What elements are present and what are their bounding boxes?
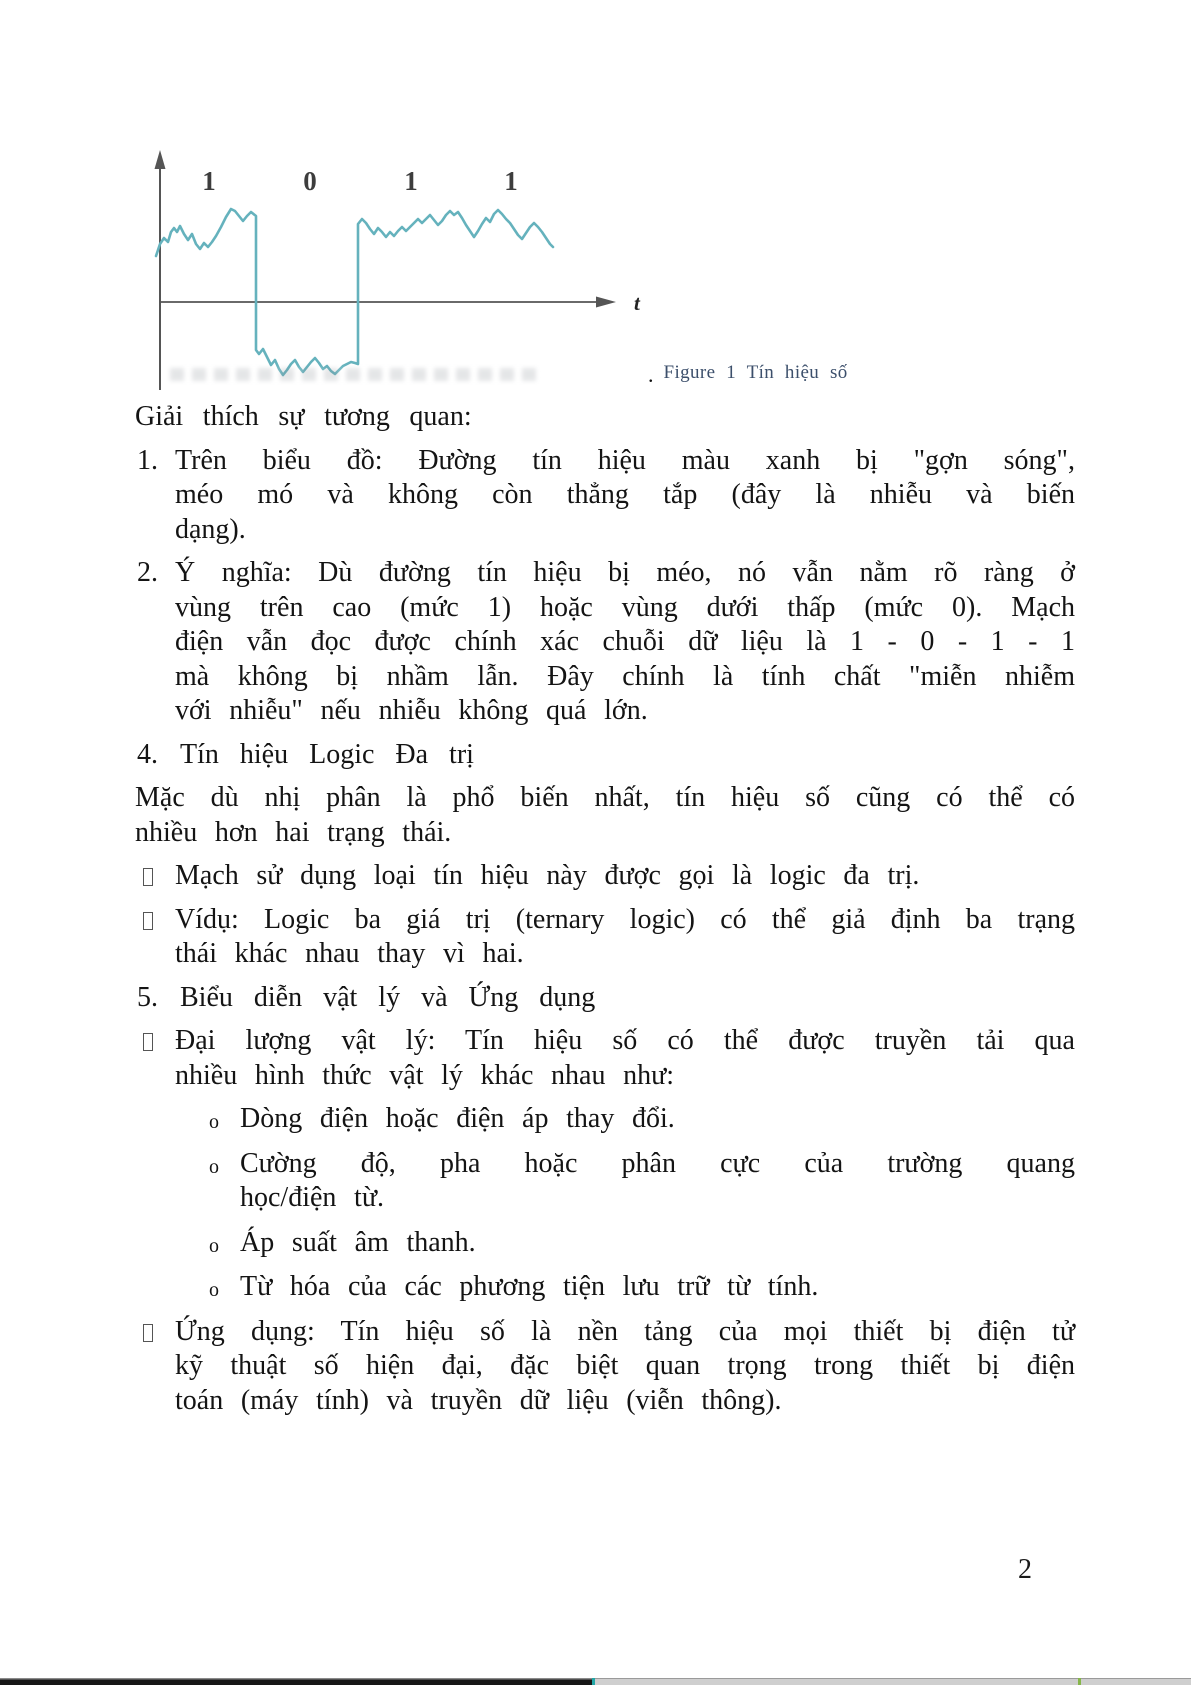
item-1-line: Trên biểu đồ: Đường tín hiệu màu xanh bị "gợn sóng", — [175, 444, 1075, 476]
item-2-line: vùng trên cao (mức 1) hoặc vùng dưới thấp (mức 0). Mạch — [175, 591, 1075, 623]
bit-label-2: 0 — [303, 166, 317, 196]
sub-bullet-o-icon: o — [209, 1279, 219, 1301]
bottom-edge-strip — [0, 1678, 1191, 1685]
x-axis-arrow-icon — [596, 297, 616, 308]
bit-label-1: 1 — [202, 166, 216, 196]
intro-heading: Giải thích sự tương quan: — [135, 401, 472, 432]
item-1-line: dạng). — [175, 513, 246, 545]
caption-text: Figure 1 Tín hiệu số — [663, 362, 848, 383]
bullet-line: toán (máy tính) và truyền dữ liệu (viễn thông). — [175, 1384, 782, 1416]
scrollbar-accent-tick — [592, 1678, 595, 1685]
paragraph-line: nhiều hơn hai trạng thái. — [135, 816, 452, 848]
bullet-line: thái khác nhau thay vì hai. — [175, 938, 524, 969]
bullet-line: kỹ thuật số hiện đại, đặc biệt quan trọng trong thiết bị điện — [175, 1350, 1075, 1381]
section-5-title: Biểu diễn vật lý và Ứng dụng — [180, 981, 596, 1013]
sub-bullet-line: Cường độ, pha hoặc phân cực của trường quang — [240, 1147, 1075, 1179]
item-2-line: mà không bị nhầm lẫn. Đây chính là tính chất "miễn nhiễm — [175, 660, 1075, 692]
bullet-line: Ứng dụng: Tín hiệu số là nền tảng của mọi thiết bị điện tử — [175, 1315, 1075, 1347]
sub-bullet-magnetization — [135, 1270, 1075, 1305]
bullet-line: Mạch sử dụng loại tín hiệu này được gọi là logic đa trị. — [175, 860, 920, 891]
sub-bullet-line: Dòng điện hoặc điện áp thay đổi. — [240, 1103, 675, 1134]
washed-out-text-remnant — [170, 368, 540, 381]
bullet-applications — [135, 1315, 1075, 1419]
page-number: 2 — [1018, 1554, 1032, 1585]
sub-bullet-line: Áp suất âm thanh. — [240, 1226, 476, 1258]
sub-bullet-o-icon: o — [209, 1234, 219, 1257]
bullet-line: nhiều hình thức vật lý khác nhau như: — [175, 1059, 675, 1091]
noisy-signal-waveform — [156, 209, 553, 375]
taskbar-edge[interactable] — [0, 1678, 592, 1685]
paragraph-line: Mặc dù nhị phân là phổ biến nhất, tín hiệu số cũng có thể có — [135, 782, 1075, 813]
section-5-number: 5. — [137, 981, 158, 1013]
numbered-item-1 — [135, 444, 1075, 548]
bullet-square-icon — [143, 912, 153, 930]
sub-bullet-o-icon: o — [209, 1111, 219, 1133]
time-axis-label: t — [634, 291, 640, 315]
caption-period: . — [648, 362, 654, 387]
signal-figure — [140, 128, 660, 396]
bit-label-3: 1 — [404, 166, 418, 196]
bullet-multivalued-circuit — [135, 859, 1075, 894]
section-5-heading — [135, 981, 1075, 1016]
item-2-number: 2. — [137, 557, 158, 588]
item-1-line: méo mó và không còn thẳng tắp (đây là nhiễu và biến — [175, 479, 1075, 510]
sub-bullet-optical-field — [135, 1147, 1075, 1216]
numbered-item-2 — [135, 556, 1075, 729]
sub-bullet-line: Từ hóa của các phương tiện lưu trữ từ tính. — [240, 1271, 819, 1302]
bullet-ternary-example — [135, 903, 1075, 972]
sub-bullet-acoustic-pressure — [135, 1226, 1075, 1261]
horizontal-scrollbar-track[interactable] — [592, 1678, 1191, 1685]
y-axis-arrow-icon — [155, 150, 166, 169]
item-2-line: điện vẫn đọc được chính xác chuỗi dữ liệu là 1 - 0 - 1 - 1 — [175, 626, 1075, 657]
bullet-physical-quantity — [135, 1024, 1075, 1093]
bullet-square-icon — [143, 1033, 153, 1051]
bit-label-4: 1 — [504, 166, 518, 196]
sub-bullet-line: học/điện từ. — [240, 1182, 385, 1213]
item-2-line: với nhiễu" nếu nhiễu không quá lớn. — [175, 695, 648, 726]
bullet-line: Đại lượng vật lý: Tín hiệu số có thể được truyền tải qua — [175, 1025, 1075, 1056]
figure-caption — [648, 362, 848, 388]
paragraph-multivalued — [135, 781, 1075, 850]
scrollbar-green-tick — [1078, 1678, 1081, 1685]
sub-bullet-o-icon: o — [209, 1155, 219, 1178]
bullet-square-icon — [143, 1324, 153, 1342]
bullet-line: Vídụ: Logic ba giá trị (ternary logic) có thể giả định ba trạng — [175, 903, 1075, 935]
item-1-number: 1. — [137, 444, 158, 476]
section-4-number: 4. — [137, 738, 158, 770]
bullet-square-icon — [143, 868, 153, 886]
section-4-heading — [135, 738, 1075, 773]
signal-figure-svg — [140, 128, 660, 396]
text-column — [135, 400, 1075, 1427]
section-4-title: Tín hiệu Logic Đa trị — [180, 738, 474, 770]
sub-bullet-current-voltage — [135, 1102, 1075, 1137]
item-2-line: Ý nghĩa: Dù đường tín hiệu bị méo, nó vẫn nằm rõ ràng ở — [175, 557, 1075, 588]
